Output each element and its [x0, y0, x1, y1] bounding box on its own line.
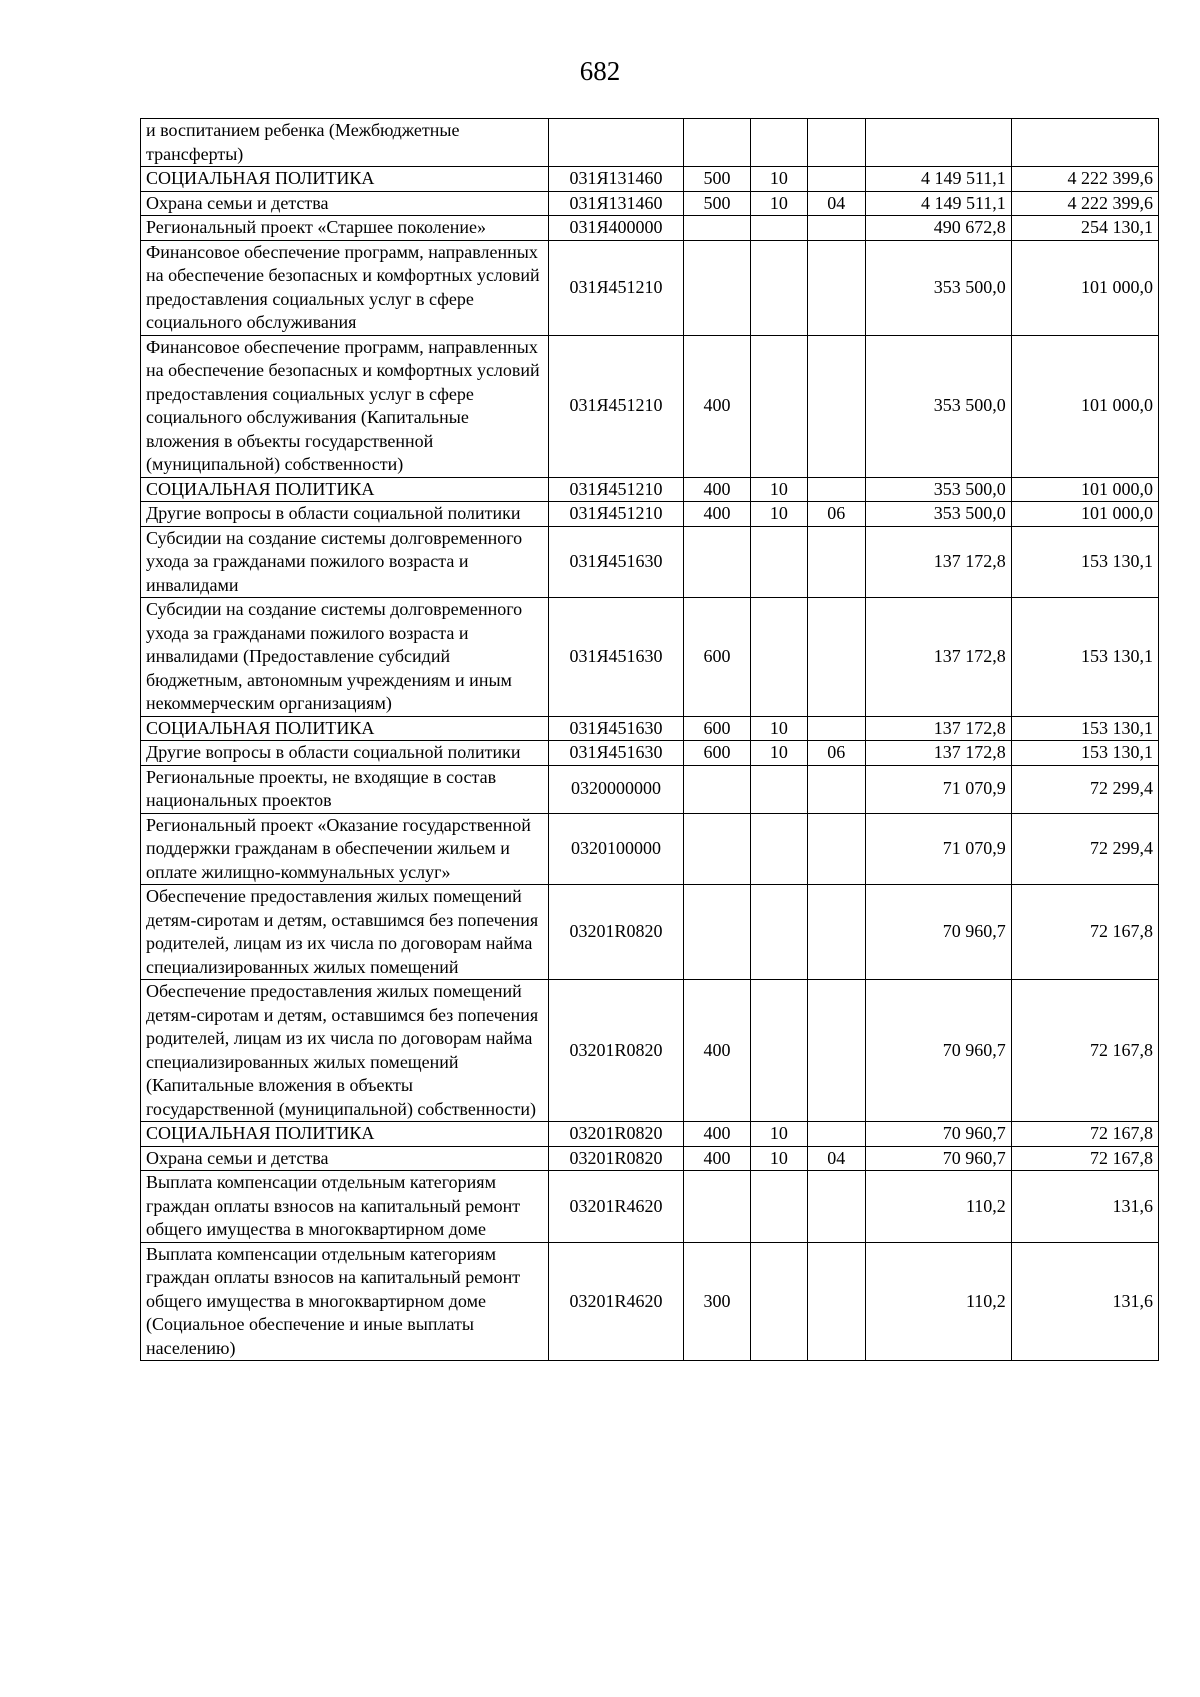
- section-cell: 10: [750, 741, 807, 766]
- table-row: [141, 335, 1159, 477]
- amount-year2-cell: 101 000,0: [1011, 502, 1158, 527]
- target-code-cell: 03201R0820: [549, 1146, 684, 1171]
- target-code-cell: 03201R0820: [549, 885, 684, 980]
- amount-year2-cell: 72 299,4: [1011, 813, 1158, 885]
- amount-year1-cell: 353 500,0: [865, 477, 1011, 502]
- amount-year2-cell: 254 130,1: [1011, 216, 1158, 241]
- name-cell: Региональные проекты, не входящие в состав национальных проектов: [141, 765, 549, 813]
- table-row: [141, 526, 1159, 598]
- budget-table: [140, 118, 1159, 1361]
- section-cell: [750, 526, 807, 598]
- name-cell: Охрана семьи и детства: [141, 1146, 549, 1171]
- amount-year1-cell: 353 500,0: [865, 240, 1011, 335]
- expense-type-cell: [683, 1171, 750, 1243]
- subsection-cell: [807, 526, 865, 598]
- name-cell: Субсидии на создание системы долговременного ухода за гражданами пожилого возраста и инвалидами: [141, 526, 549, 598]
- table-row: [141, 813, 1159, 885]
- name-cell: СОЦИАЛЬНАЯ ПОЛИТИКА: [141, 716, 549, 741]
- name-cell: Финансовое обеспечение программ, направленных на обеспечение безопасных и комфортных условий предоставления социальных услуг в сфере социального обслуживания (Капитальные вложения в объекты государственной (муниципальной) собственности): [141, 335, 549, 477]
- expense-type-cell: 600: [683, 741, 750, 766]
- name-cell: Выплата компенсации отдельным категориям граждан оплаты взносов на капитальный ремонт общего имущества в многоквартирном доме: [141, 1171, 549, 1243]
- amount-year2-cell: 4 222 399,6: [1011, 191, 1158, 216]
- amount-year1-cell: 71 070,9: [865, 765, 1011, 813]
- table-row: [141, 240, 1159, 335]
- subsection-cell: [807, 813, 865, 885]
- expense-type-cell: 400: [683, 335, 750, 477]
- expense-type-cell: 400: [683, 502, 750, 527]
- section-cell: [750, 885, 807, 980]
- table-row: [141, 477, 1159, 502]
- section-cell: 10: [750, 1146, 807, 1171]
- amount-year1-cell: 70 960,7: [865, 1122, 1011, 1147]
- expense-type-cell: 400: [683, 1122, 750, 1147]
- amount-year2-cell: 131,6: [1011, 1171, 1158, 1243]
- name-cell: Охрана семьи и детства: [141, 191, 549, 216]
- table-row: [141, 216, 1159, 241]
- amount-year2-cell: 101 000,0: [1011, 240, 1158, 335]
- table-row: [141, 765, 1159, 813]
- expense-type-cell: [683, 765, 750, 813]
- amount-year2-cell: 101 000,0: [1011, 477, 1158, 502]
- target-code-cell: 031Я451210: [549, 502, 684, 527]
- section-cell: 10: [750, 716, 807, 741]
- amount-year2-cell: 72 167,8: [1011, 1122, 1158, 1147]
- table-row: [141, 191, 1159, 216]
- amount-year2-cell: 72 299,4: [1011, 765, 1158, 813]
- table-row: [141, 1171, 1159, 1243]
- amount-year2-cell: 72 167,8: [1011, 980, 1158, 1122]
- subsection-cell: [807, 716, 865, 741]
- subsection-cell: [807, 598, 865, 717]
- target-code-cell: 031Я131460: [549, 191, 684, 216]
- subsection-cell: [807, 167, 865, 192]
- table-row: [141, 980, 1159, 1122]
- target-code-cell: 031Я451630: [549, 598, 684, 717]
- subsection-cell: [807, 216, 865, 241]
- amount-year1-cell: 4 149 511,1: [865, 191, 1011, 216]
- target-code-cell: 03201R4620: [549, 1242, 684, 1361]
- target-code-cell: 031Я131460: [549, 167, 684, 192]
- amount-year2-cell: 153 130,1: [1011, 741, 1158, 766]
- subsection-cell: [807, 765, 865, 813]
- amount-year2-cell: 153 130,1: [1011, 716, 1158, 741]
- expense-type-cell: [683, 240, 750, 335]
- table-row: [141, 741, 1159, 766]
- name-cell: СОЦИАЛЬНАЯ ПОЛИТИКА: [141, 477, 549, 502]
- name-cell: Обеспечение предоставления жилых помещений детям-сиротам и детям, оставшимся без попечения родителей, лицам из их числа по договорам найма специализированных жилых помещений (Капитальные вложения в объекты государственной (муниципальной) собственности): [141, 980, 549, 1122]
- target-code-cell: 031Я400000: [549, 216, 684, 241]
- name-cell: СОЦИАЛЬНАЯ ПОЛИТИКА: [141, 1122, 549, 1147]
- amount-year1-cell: 110,2: [865, 1171, 1011, 1243]
- subsection-cell: [807, 1122, 865, 1147]
- page-number: 682: [579, 56, 621, 86]
- expense-type-cell: 600: [683, 716, 750, 741]
- name-cell: Субсидии на создание системы долговременного ухода за гражданами пожилого возраста и инвалидами (Предоставление субсидий бюджетным, автономным учреждениям и иным некоммерческим организациям): [141, 598, 549, 717]
- section-cell: [750, 980, 807, 1122]
- amount-year1-cell: [865, 119, 1011, 167]
- name-cell: Региональный проект «Старшее поколение»: [141, 216, 549, 241]
- amount-year1-cell: 137 172,8: [865, 598, 1011, 717]
- amount-year2-cell: 153 130,1: [1011, 526, 1158, 598]
- expense-type-cell: [683, 119, 750, 167]
- section-cell: [750, 216, 807, 241]
- amount-year2-cell: 72 167,8: [1011, 1146, 1158, 1171]
- section-cell: 10: [750, 191, 807, 216]
- amount-year1-cell: 70 960,7: [865, 980, 1011, 1122]
- section-cell: 10: [750, 167, 807, 192]
- subsection-cell: 06: [807, 502, 865, 527]
- subsection-cell: [807, 1171, 865, 1243]
- target-code-cell: 0320000000: [549, 765, 684, 813]
- table-row: [141, 167, 1159, 192]
- target-code-cell: 031Я451630: [549, 741, 684, 766]
- target-code-cell: 0320100000: [549, 813, 684, 885]
- expense-type-cell: [683, 526, 750, 598]
- amount-year2-cell: 72 167,8: [1011, 885, 1158, 980]
- amount-year2-cell: 4 222 399,6: [1011, 167, 1158, 192]
- section-cell: [750, 1171, 807, 1243]
- amount-year1-cell: 70 960,7: [865, 1146, 1011, 1171]
- target-code-cell: 031Я451210: [549, 240, 684, 335]
- target-code-cell: 031Я451210: [549, 335, 684, 477]
- amount-year1-cell: 137 172,8: [865, 716, 1011, 741]
- subsection-cell: [807, 240, 865, 335]
- table-row: [141, 885, 1159, 980]
- subsection-cell: 04: [807, 1146, 865, 1171]
- table-row: [141, 598, 1159, 717]
- target-code-cell: 031Я451210: [549, 477, 684, 502]
- target-code-cell: 03201R4620: [549, 1171, 684, 1243]
- expense-type-cell: 400: [683, 1146, 750, 1171]
- subsection-cell: [807, 119, 865, 167]
- section-cell: [750, 1242, 807, 1361]
- target-code-cell: [549, 119, 684, 167]
- table-row: [141, 1146, 1159, 1171]
- amount-year1-cell: 137 172,8: [865, 526, 1011, 598]
- target-code-cell: 03201R0820: [549, 980, 684, 1122]
- amount-year1-cell: 71 070,9: [865, 813, 1011, 885]
- table-row: [141, 1122, 1159, 1147]
- expense-type-cell: 300: [683, 1242, 750, 1361]
- subsection-cell: [807, 1242, 865, 1361]
- name-cell: Обеспечение предоставления жилых помещений детям-сиротам и детям, оставшимся без попечения родителей, лицам из их числа по договорам найма специализированных жилых помещений: [141, 885, 549, 980]
- section-cell: [750, 240, 807, 335]
- name-cell: СОЦИАЛЬНАЯ ПОЛИТИКА: [141, 167, 549, 192]
- section-cell: [750, 119, 807, 167]
- name-cell: Другие вопросы в области социальной политики: [141, 502, 549, 527]
- amount-year2-cell: 101 000,0: [1011, 335, 1158, 477]
- expense-type-cell: [683, 885, 750, 980]
- subsection-cell: [807, 477, 865, 502]
- name-cell: и воспитанием ребенка (Межбюджетные трансферты): [141, 119, 549, 167]
- name-cell: Выплата компенсации отдельным категориям граждан оплаты взносов на капитальный ремонт общего имущества в многоквартирном доме (Социальное обеспечение и иные выплаты населению): [141, 1242, 549, 1361]
- amount-year1-cell: 70 960,7: [865, 885, 1011, 980]
- subsection-cell: 06: [807, 741, 865, 766]
- section-cell: [750, 335, 807, 477]
- subsection-cell: [807, 885, 865, 980]
- amount-year1-cell: 137 172,8: [865, 741, 1011, 766]
- section-cell: 10: [750, 1122, 807, 1147]
- amount-year1-cell: 353 500,0: [865, 502, 1011, 527]
- section-cell: [750, 765, 807, 813]
- target-code-cell: 03201R0820: [549, 1122, 684, 1147]
- expense-type-cell: [683, 813, 750, 885]
- expense-type-cell: 500: [683, 167, 750, 192]
- table-row: [141, 119, 1159, 167]
- amount-year2-cell: [1011, 119, 1158, 167]
- section-cell: [750, 598, 807, 717]
- amount-year2-cell: 153 130,1: [1011, 598, 1158, 717]
- subsection-cell: 04: [807, 191, 865, 216]
- table-row: [141, 716, 1159, 741]
- section-cell: [750, 813, 807, 885]
- expense-type-cell: 600: [683, 598, 750, 717]
- amount-year1-cell: 110,2: [865, 1242, 1011, 1361]
- expense-type-cell: [683, 216, 750, 241]
- expense-type-cell: 400: [683, 980, 750, 1122]
- subsection-cell: [807, 335, 865, 477]
- name-cell: Региональный проект «Оказание государственной поддержки гражданам в обеспечении жильем и оплате жилищно-коммунальных услуг»: [141, 813, 549, 885]
- name-cell: Другие вопросы в области социальной политики: [141, 741, 549, 766]
- amount-year1-cell: 490 672,8: [865, 216, 1011, 241]
- target-code-cell: 031Я451630: [549, 526, 684, 598]
- subsection-cell: [807, 980, 865, 1122]
- section-cell: 10: [750, 502, 807, 527]
- section-cell: 10: [750, 477, 807, 502]
- expense-type-cell: 500: [683, 191, 750, 216]
- expense-type-cell: 400: [683, 477, 750, 502]
- target-code-cell: 031Я451630: [549, 716, 684, 741]
- table-body: [141, 119, 1159, 1361]
- table-row: [141, 1242, 1159, 1361]
- amount-year1-cell: 4 149 511,1: [865, 167, 1011, 192]
- amount-year2-cell: 131,6: [1011, 1242, 1158, 1361]
- amount-year1-cell: 353 500,0: [865, 335, 1011, 477]
- name-cell: Финансовое обеспечение программ, направленных на обеспечение безопасных и комфортных условий предоставления социальных услуг в сфере социального обслуживания: [141, 240, 549, 335]
- table-row: [141, 502, 1159, 527]
